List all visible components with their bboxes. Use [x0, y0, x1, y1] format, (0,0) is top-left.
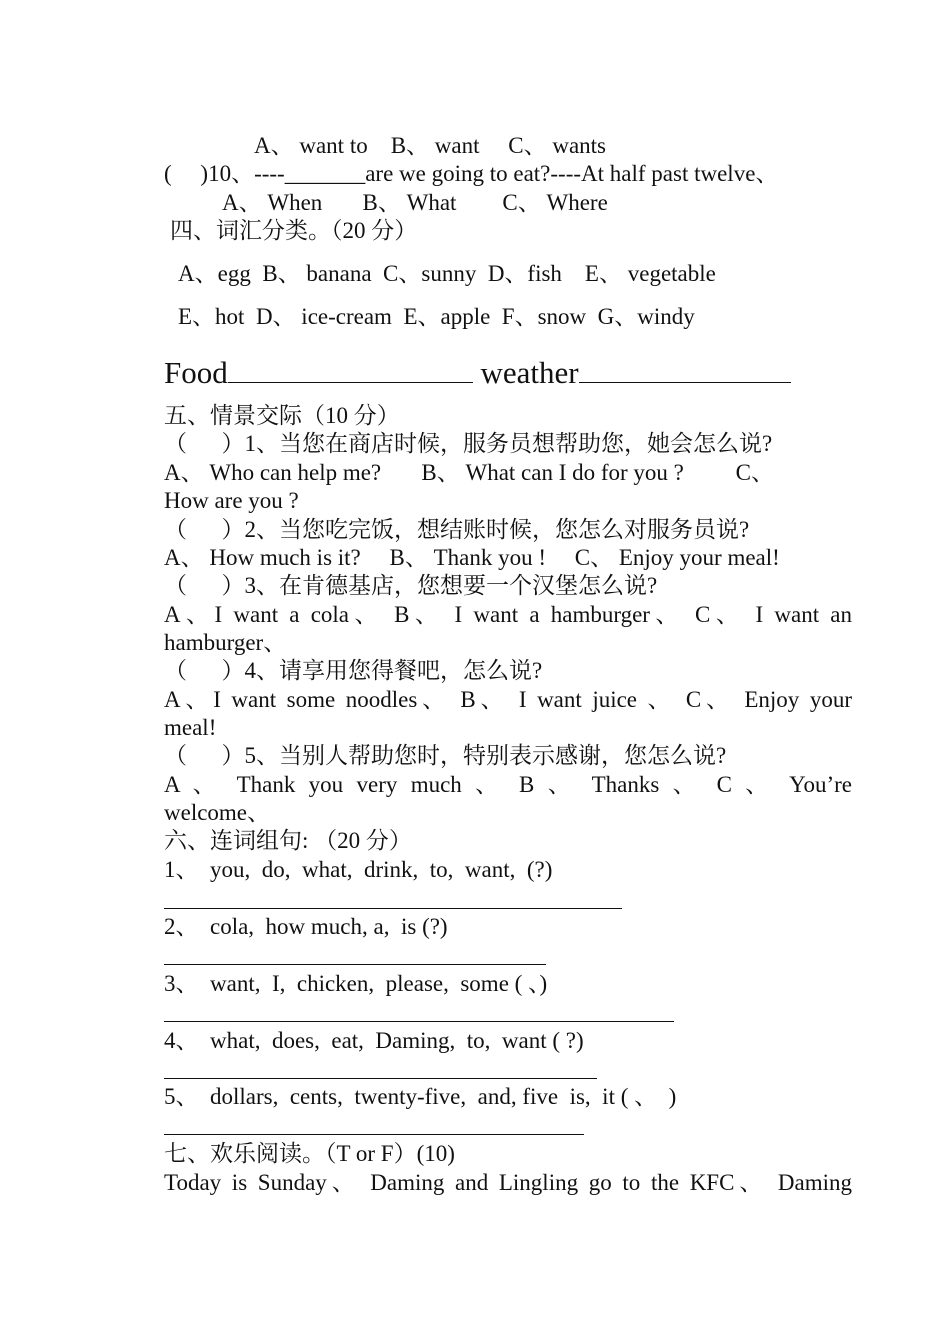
- s6-answer-blank-2[interactable]: [164, 964, 546, 965]
- s5-q5-options: A 、 Thank you very much 、 B 、 Thanks 、 C 、 You’re: [164, 772, 852, 797]
- s6-item-4: 4、 what, does, eat, Daming, to, want ( ?): [164, 1028, 584, 1053]
- q10-options: A、 When B、 What C、 Where: [222, 190, 608, 215]
- s6-answer-blank-4[interactable]: [164, 1078, 597, 1079]
- s6-answer-blank-5[interactable]: [164, 1134, 584, 1135]
- food-blank[interactable]: [228, 356, 473, 383]
- section6-title: 六、连词组句: （20 分）: [164, 828, 412, 853]
- s5-q2: （ ）2、当您吃完饭，想结账时候，您怎么对服务员说?: [164, 517, 750, 542]
- s5-q3-options-cont: hamburger、: [164, 630, 287, 655]
- section5-title: 五、情景交际（10 分）: [164, 403, 400, 428]
- s5-q1-options: A、 Who can help me? B、 What can I do for you ? C、: [164, 460, 774, 485]
- s5-q2-options: A、 How much is it? B、 Thank you ! C、 Enjoy your meal!: [164, 545, 780, 570]
- s5-q4: （ ）4、请享用您得餐吧，怎么说?: [164, 658, 543, 683]
- section7-title: 七、欢乐阅读。（T or F）(10): [164, 1141, 455, 1166]
- q10-stem: ( )10、----_______are we going to eat?----At half past twelve、: [164, 161, 779, 186]
- s5-q3: （ ）3、在肯德基店，您想要一个汉堡怎么说?: [164, 573, 658, 598]
- q9-options: A、 want to B、 want C、 wants: [254, 133, 607, 158]
- classification-line: [164, 355, 791, 391]
- s5-q5: （ ）5、当别人帮助您时，特别表示感谢，您怎么说?: [164, 743, 727, 768]
- weather-label: weather: [480, 355, 579, 390]
- s5-q4-options-cont: meal!: [164, 715, 217, 740]
- section4-row1: A、egg B、 banana C、sunny D、fish E、 vegetable: [178, 261, 716, 286]
- s5-q1-options-cont: How are you ?: [164, 488, 299, 513]
- s5-q1: （ ）1、当您在商店时候，服务员想帮助您，她会怎么说?: [164, 431, 773, 456]
- s6-item-5: 5、 dollars, cents, twenty-five, and, five is, it ( 、 ): [164, 1084, 677, 1109]
- s7-reading-text: Today is Sunday、 Daming and Lingling go to the KFC、 Daming: [164, 1170, 852, 1195]
- s6-item-2: 2、 cola, how much, a, is (?): [164, 914, 448, 939]
- s6-answer-blank-1[interactable]: [164, 908, 622, 909]
- s5-q5-options-cont: welcome、: [164, 800, 271, 825]
- s6-item-1: 1、 you, do, what, drink, to, want, (?): [164, 857, 553, 882]
- s6-item-3: 3、 want, I, chicken, please, some ( 、): [164, 971, 548, 996]
- weather-blank[interactable]: [579, 356, 791, 383]
- s6-answer-blank-3[interactable]: [164, 1021, 674, 1022]
- s5-q4-options: A、I want some noodles、 B、 I want juice 、 C、 Enjoy your: [164, 687, 852, 712]
- section4-title: 四、词汇分类。（20 分）: [170, 218, 418, 243]
- s5-q3-options: A、I want a cola、 B、 I want a hamburger、 C、 I want an: [164, 602, 852, 627]
- section4-row2: E、hot D、 ice-cream E、apple F、snow G、windy: [178, 304, 695, 329]
- food-label: Food: [164, 355, 228, 390]
